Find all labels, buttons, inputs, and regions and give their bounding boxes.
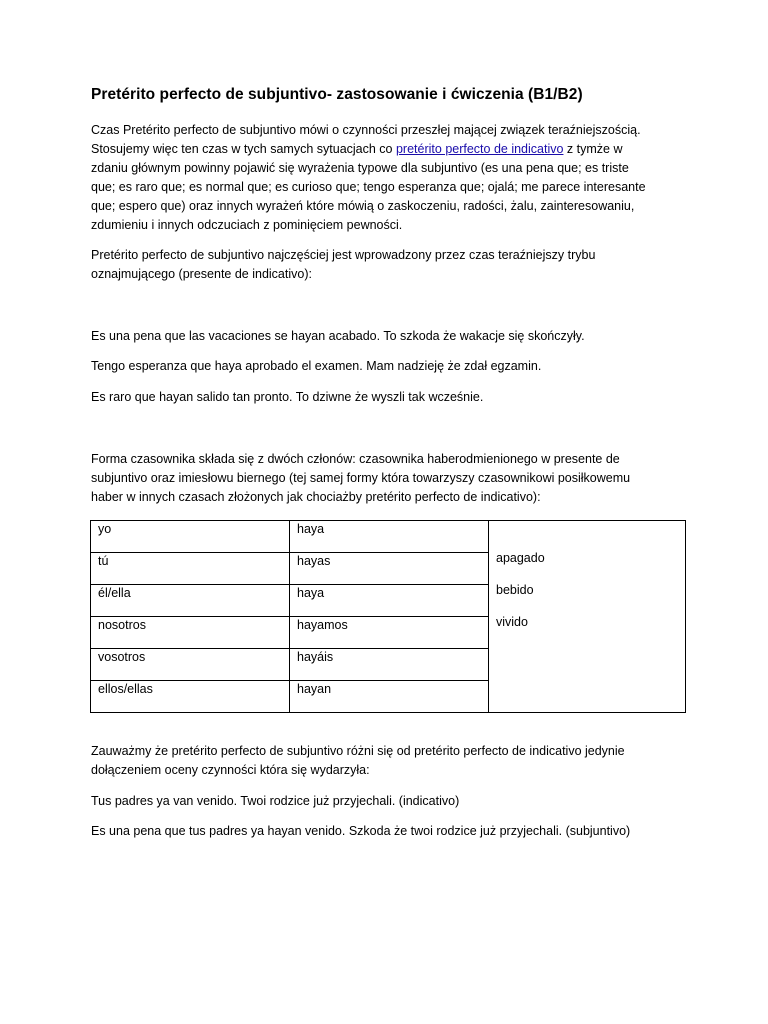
para2-line-1: Pretérito perfecto de subjuntivo najczęściej jest wprowadzony przez czas teraźniejszy trybu <box>91 248 596 262</box>
intro-line-2 <box>91 140 681 159</box>
page-title: Pretérito perfecto de subjuntivo- zastosowanie i ćwiczenia (B1/B2) <box>91 86 583 103</box>
intro-line-2-start: Stosujemy więc ten czas w tych samych sytuacjach co <box>91 142 396 156</box>
verb-cell: hayáis <box>290 649 489 681</box>
note-line-2: dołączeniem oceny czynności która się wydarzyła: <box>91 763 370 777</box>
intro-line-6: zdumieniu i innych odczuciach z pominięciem pewności. <box>91 218 403 232</box>
verb-cell: haya <box>290 521 489 553</box>
verb-cell: hayas <box>290 553 489 585</box>
comparison-sentence: Tus padres ya van venido. Twoi rodzice już przyjechali. (indicativo) <box>91 794 460 808</box>
example-sentence: Es raro que hayan salido tan pronto. To dziwne że wyszli tak wcześnie. <box>91 390 484 404</box>
verb-cell: haya <box>290 585 489 617</box>
para2-line-2: oznajmującego (presente de indicativo): <box>91 267 312 281</box>
participle: bebido <box>496 583 534 597</box>
participle: vivido <box>496 615 528 629</box>
example-sentence: Tengo esperanza que haya aprobado el examen. Mam nadzieję że zdał egzamin. <box>91 359 542 373</box>
table-row <box>91 521 686 553</box>
note-paragraph <box>91 742 681 780</box>
note-line-1: Zauważmy że pretérito perfecto de subjuntivo różni się od pretérito perfecto de indicativo jedynie <box>91 744 625 758</box>
verb-cell: hayan <box>290 681 489 713</box>
verb-cell: hayamos <box>290 617 489 649</box>
form-line-3: haber w innych czasach złożonych jak chociażby pretérito perfecto de indicativo): <box>91 490 541 504</box>
participles-cell <box>489 521 686 713</box>
introduction-paragraph-2 <box>91 246 681 284</box>
intro-paragraph <box>91 121 681 235</box>
pronoun-cell: tú <box>91 553 290 585</box>
form-line-1: Forma czasownika składa się z dwóch członów: czasownika haberodmienionego w presente de <box>91 452 620 466</box>
form-line-2: subjuntivo oraz imiesłowu biernego (tej samej formy która towarzyszy czasownikowi posiłkowemu <box>91 471 631 485</box>
intro-line-1: Czas Pretérito perfecto de subjuntivo mówi o czynności przeszłej mającej związek teraźniejszością. <box>91 123 641 137</box>
pronoun-cell: él/ella <box>91 585 290 617</box>
comparison-sentence: Es una pena que tus padres ya hayan venido. Szkoda że twoi rodzice już przyjechali. (subjuntivo) <box>91 824 631 838</box>
pronoun-cell: ellos/ellas <box>91 681 290 713</box>
example-sentence: Es una pena que las vacaciones se hayan acabado. To szkoda że wakacje się skończyły. <box>91 329 585 343</box>
pronoun-cell: nosotros <box>91 617 290 649</box>
preterito-indicativo-link[interactable]: pretérito perfecto de indicativo <box>395 142 564 156</box>
intro-line-2-end: z tymże w <box>563 142 623 156</box>
intro-line-3: zdaniu głównym powinny pojawić się wyrażenia typowe dla subjuntivo (es una pena que; es triste <box>91 161 629 175</box>
conjugation-table <box>90 520 686 713</box>
participle: apagado <box>496 551 545 565</box>
intro-line-4: que; es raro que; es normal que; es curioso que; tengo esperanza que; ojalá; me parece interesante <box>91 180 646 194</box>
pronoun-cell: vosotros <box>91 649 290 681</box>
intro-line-5: que; espero que) oraz innych wyrażeń które mówią o zaskoczeniu, radości, żalu, zainteresowaniu, <box>91 199 635 213</box>
form-paragraph <box>91 450 681 507</box>
pronoun-cell: yo <box>91 521 290 553</box>
